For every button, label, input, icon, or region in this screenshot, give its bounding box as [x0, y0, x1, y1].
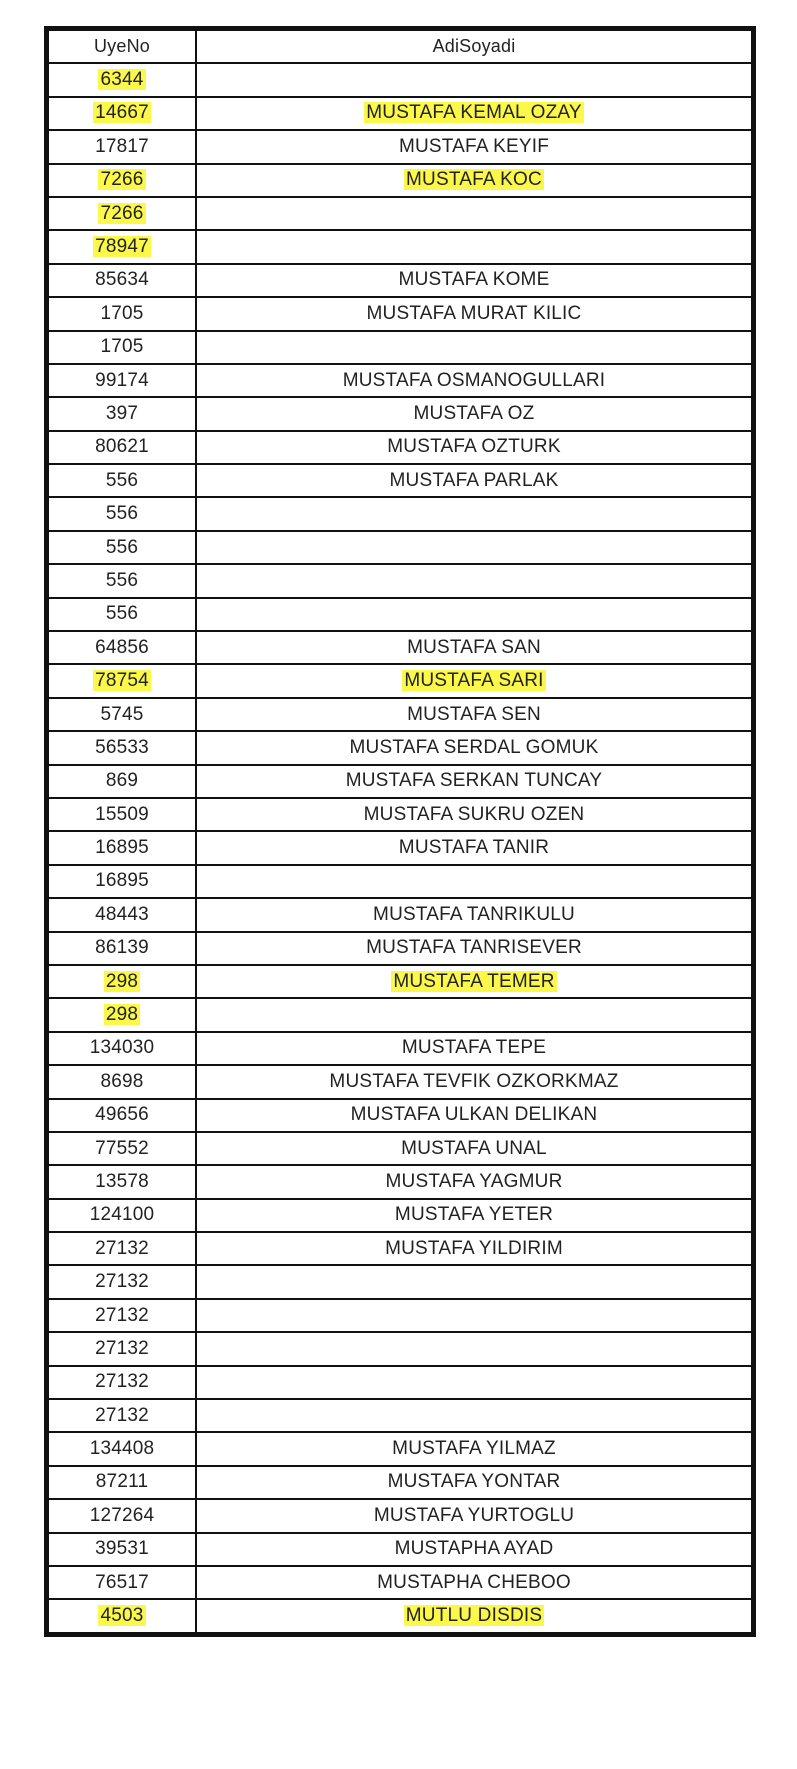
uyeno-value: 85634	[95, 269, 149, 291]
cell-uyeno	[48, 765, 196, 798]
cell-uyeno	[48, 230, 196, 263]
adisoyadi-value: MUSTAFA SUKRU OZEN	[363, 803, 585, 825]
cell-adisoyadi	[196, 297, 752, 330]
cell-uyeno	[48, 497, 196, 530]
cell-adisoyadi	[196, 130, 752, 163]
cell-uyeno	[48, 264, 196, 297]
cell-adisoyadi	[196, 63, 752, 96]
cell-adisoyadi	[196, 564, 752, 597]
uyeno-value: 7266	[100, 202, 144, 224]
cell-uyeno	[48, 698, 196, 731]
cell-adisoyadi	[196, 1199, 752, 1232]
cell-adisoyadi	[196, 397, 752, 430]
table-row	[48, 1432, 752, 1465]
uyeno-value: 99174	[95, 369, 149, 391]
cell-uyeno	[48, 130, 196, 163]
cell-adisoyadi	[196, 1366, 752, 1399]
cell-adisoyadi	[196, 798, 752, 831]
adisoyadi-value: MUTLU DISDIS	[405, 1605, 543, 1627]
cell-uyeno	[48, 1399, 196, 1432]
cell-adisoyadi	[196, 1265, 752, 1298]
cell-adisoyadi	[196, 698, 752, 731]
uyeno-value: 556	[105, 503, 139, 525]
adisoyadi-value: MUSTAFA TANRISEVER	[366, 937, 582, 959]
uyeno-value: 86139	[95, 937, 149, 959]
uyeno-value: 1705	[100, 336, 144, 358]
adisoyadi-value: MUSTAFA OZ	[413, 402, 535, 424]
cell-adisoyadi	[196, 631, 752, 664]
cell-adisoyadi	[196, 1299, 752, 1332]
table-row	[48, 531, 752, 564]
cell-adisoyadi	[196, 531, 752, 564]
column-header-uyeno: UyeNo	[48, 30, 196, 63]
cell-uyeno	[48, 1432, 196, 1465]
table-row	[48, 798, 752, 831]
cell-uyeno	[48, 464, 196, 497]
uyeno-value: 298	[105, 970, 139, 992]
table-row	[48, 1332, 752, 1365]
uyeno-value: 397	[105, 402, 139, 424]
adisoyadi-value: MUSTAFA SERDAL GOMUK	[349, 736, 599, 758]
cell-uyeno	[48, 998, 196, 1031]
cell-uyeno	[48, 1232, 196, 1265]
adisoyadi-value: MUSTAFA TEPE	[401, 1037, 547, 1059]
cell-adisoyadi	[196, 464, 752, 497]
cell-uyeno	[48, 798, 196, 831]
cell-uyeno	[48, 1366, 196, 1399]
uyeno-value: 27132	[95, 1237, 149, 1259]
uyeno-value: 7266	[100, 169, 144, 191]
table-row	[48, 1065, 752, 1098]
table-row	[48, 1099, 752, 1132]
cell-uyeno	[48, 97, 196, 130]
table-row	[48, 331, 752, 364]
uyeno-value: 556	[105, 536, 139, 558]
uyeno-value: 13578	[95, 1170, 149, 1192]
member-table-sheet	[44, 26, 756, 1637]
cell-uyeno	[48, 531, 196, 564]
cell-uyeno	[48, 1165, 196, 1198]
adisoyadi-value: MUSTAFA UNAL	[401, 1137, 547, 1159]
adisoyadi-value: MUSTAFA YURTOGLU	[373, 1504, 575, 1526]
adisoyadi-value: MUSTAFA KOC	[406, 169, 542, 191]
cell-uyeno	[48, 1065, 196, 1098]
cell-adisoyadi	[196, 1533, 752, 1566]
uyeno-value: 27132	[95, 1404, 149, 1426]
uyeno-value: 134408	[89, 1438, 155, 1460]
cell-adisoyadi	[196, 831, 752, 864]
cell-adisoyadi	[196, 932, 752, 965]
cell-adisoyadi	[196, 264, 752, 297]
cell-uyeno	[48, 1332, 196, 1365]
cell-adisoyadi	[196, 1099, 752, 1132]
table-row	[48, 1566, 752, 1599]
cell-adisoyadi	[196, 1432, 752, 1465]
table-row	[48, 364, 752, 397]
table-row	[48, 731, 752, 764]
cell-uyeno	[48, 1099, 196, 1132]
cell-uyeno	[48, 1499, 196, 1532]
cell-uyeno	[48, 1566, 196, 1599]
uyeno-value: 27132	[95, 1304, 149, 1326]
table-row	[48, 1533, 752, 1566]
adisoyadi-value: MUSTAFA OSMANOGULLARI	[342, 369, 606, 391]
member-table	[47, 29, 753, 1634]
table-row	[48, 1366, 752, 1399]
cell-uyeno	[48, 1533, 196, 1566]
uyeno-value: 16895	[95, 870, 149, 892]
cell-uyeno	[48, 965, 196, 998]
cell-uyeno	[48, 1032, 196, 1065]
table-row	[48, 1265, 752, 1298]
cell-adisoyadi	[196, 497, 752, 530]
table-row	[48, 1499, 752, 1532]
adisoyadi-value: MUSTAFA YETER	[394, 1204, 554, 1226]
table-row	[48, 765, 752, 798]
uyeno-value: 78947	[95, 236, 149, 258]
table-row	[48, 898, 752, 931]
uyeno-value: 869	[105, 770, 139, 792]
cell-uyeno	[48, 564, 196, 597]
uyeno-value: 298	[105, 1004, 139, 1026]
table-row	[48, 397, 752, 430]
uyeno-value: 87211	[95, 1471, 149, 1493]
cell-adisoyadi	[196, 1132, 752, 1165]
table-row	[48, 164, 752, 197]
cell-adisoyadi	[196, 97, 752, 130]
uyeno-value: 80621	[95, 436, 149, 458]
cell-uyeno	[48, 397, 196, 430]
uyeno-value: 6344	[100, 69, 144, 91]
cell-adisoyadi	[196, 865, 752, 898]
uyeno-value: 8698	[100, 1070, 144, 1092]
cell-uyeno	[48, 631, 196, 664]
uyeno-value: 556	[105, 603, 139, 625]
adisoyadi-value: MUSTAFA KOME	[398, 269, 550, 291]
adisoyadi-value: MUSTAFA OZTURK	[387, 436, 561, 458]
table-row	[48, 965, 752, 998]
cell-adisoyadi	[196, 164, 752, 197]
table-row	[48, 1299, 752, 1332]
uyeno-value: 17817	[95, 135, 149, 157]
uyeno-value: 27132	[95, 1371, 149, 1393]
cell-uyeno	[48, 865, 196, 898]
table-row	[48, 598, 752, 631]
table-header-row	[48, 30, 752, 63]
cell-adisoyadi	[196, 898, 752, 931]
cell-adisoyadi	[196, 1332, 752, 1365]
cell-uyeno	[48, 731, 196, 764]
uyeno-value: 5745	[100, 703, 144, 725]
cell-uyeno	[48, 297, 196, 330]
adisoyadi-value: MUSTAFA KEYIF	[398, 135, 550, 157]
table-row	[48, 932, 752, 965]
cell-uyeno	[48, 932, 196, 965]
uyeno-value: 78754	[95, 670, 149, 692]
cell-uyeno	[48, 197, 196, 230]
adisoyadi-value: MUSTAFA KEMAL OZAY	[366, 102, 582, 124]
adisoyadi-value: MUSTAFA SAN	[407, 636, 541, 658]
cell-adisoyadi	[196, 1499, 752, 1532]
uyeno-value: 1705	[100, 302, 144, 324]
adisoyadi-value: MUSTAFA YONTAR	[387, 1471, 561, 1493]
adisoyadi-value: MUSTAPHA CHEBOO	[377, 1571, 571, 1593]
cell-adisoyadi	[196, 1232, 752, 1265]
uyeno-value: 14667	[95, 102, 149, 124]
cell-adisoyadi	[196, 1599, 752, 1632]
cell-uyeno	[48, 164, 196, 197]
uyeno-value: 77552	[95, 1137, 149, 1159]
adisoyadi-value: MUSTAFA YILMAZ	[392, 1438, 556, 1460]
table-row	[48, 497, 752, 530]
table-row	[48, 865, 752, 898]
cell-uyeno	[48, 331, 196, 364]
uyeno-value: 556	[105, 469, 139, 491]
cell-adisoyadi	[196, 431, 752, 464]
adisoyadi-value: MUSTAFA SERKAN TUNCAY	[345, 770, 603, 792]
adisoyadi-value: MUSTAFA SEN	[407, 703, 541, 725]
table-row	[48, 831, 752, 864]
cell-adisoyadi	[196, 230, 752, 263]
cell-uyeno	[48, 898, 196, 931]
table-row	[48, 564, 752, 597]
adisoyadi-value: MUSTAFA TANRIKULU	[373, 903, 575, 925]
cell-adisoyadi	[196, 1065, 752, 1098]
uyeno-value: 64856	[95, 636, 149, 658]
table-row	[48, 431, 752, 464]
table-row	[48, 1165, 752, 1198]
table-row	[48, 230, 752, 263]
uyeno-value: 76517	[95, 1571, 149, 1593]
uyeno-value: 49656	[95, 1104, 149, 1126]
uyeno-value: 16895	[95, 837, 149, 859]
cell-adisoyadi	[196, 197, 752, 230]
table-row	[48, 1199, 752, 1232]
cell-adisoyadi	[196, 1399, 752, 1432]
adisoyadi-value: MUSTAFA MURAT KILIC	[366, 302, 582, 324]
cell-adisoyadi	[196, 1466, 752, 1499]
table-row	[48, 197, 752, 230]
table-body	[48, 63, 752, 1632]
cell-adisoyadi	[196, 664, 752, 697]
uyeno-value: 39531	[95, 1538, 149, 1560]
cell-uyeno	[48, 431, 196, 464]
cell-uyeno	[48, 664, 196, 697]
cell-uyeno	[48, 1199, 196, 1232]
table-row	[48, 130, 752, 163]
uyeno-value: 124100	[89, 1204, 155, 1226]
cell-adisoyadi	[196, 598, 752, 631]
cell-adisoyadi	[196, 1032, 752, 1065]
adisoyadi-value: MUSTAFA PARLAK	[389, 469, 559, 491]
cell-adisoyadi	[196, 364, 752, 397]
adisoyadi-value: MUSTAFA ULKAN DELIKAN	[350, 1104, 598, 1126]
cell-adisoyadi	[196, 998, 752, 1031]
table-row	[48, 1466, 752, 1499]
cell-adisoyadi	[196, 1566, 752, 1599]
uyeno-value: 556	[105, 569, 139, 591]
cell-uyeno	[48, 1466, 196, 1499]
table-row	[48, 1032, 752, 1065]
table-row	[48, 1599, 752, 1632]
table-row	[48, 97, 752, 130]
cell-uyeno	[48, 831, 196, 864]
cell-uyeno	[48, 1132, 196, 1165]
cell-uyeno	[48, 364, 196, 397]
uyeno-value: 4503	[100, 1605, 144, 1627]
cell-uyeno	[48, 1599, 196, 1632]
table-row	[48, 1399, 752, 1432]
table-row	[48, 1132, 752, 1165]
table-row	[48, 1232, 752, 1265]
adisoyadi-value: MUSTAFA TANIR	[398, 837, 550, 859]
cell-uyeno	[48, 1299, 196, 1332]
table-row	[48, 63, 752, 96]
uyeno-value: 27132	[95, 1271, 149, 1293]
adisoyadi-value: MUSTAFA TEMER	[393, 970, 555, 992]
adisoyadi-value: MUSTAFA YILDIRIM	[385, 1237, 563, 1259]
adisoyadi-value: MUSTAFA SARI	[404, 670, 544, 692]
uyeno-value: 134030	[89, 1037, 155, 1059]
adisoyadi-value: MUSTAFA YAGMUR	[385, 1170, 563, 1192]
adisoyadi-value: MUSTAFA TEVFIK OZKORKMAZ	[329, 1070, 619, 1092]
cell-adisoyadi	[196, 731, 752, 764]
cell-adisoyadi	[196, 965, 752, 998]
cell-uyeno	[48, 1265, 196, 1298]
table-row	[48, 998, 752, 1031]
table-row	[48, 464, 752, 497]
uyeno-value: 27132	[95, 1337, 149, 1359]
cell-uyeno	[48, 598, 196, 631]
cell-adisoyadi	[196, 1165, 752, 1198]
table-row	[48, 297, 752, 330]
table-row	[48, 698, 752, 731]
uyeno-value: 15509	[95, 803, 149, 825]
column-header-adisoyadi: AdiSoyadi	[196, 30, 752, 63]
uyeno-value: 56533	[95, 736, 149, 758]
uyeno-value: 48443	[95, 903, 149, 925]
table-row	[48, 631, 752, 664]
table-row	[48, 264, 752, 297]
table-row	[48, 664, 752, 697]
uyeno-value: 127264	[89, 1504, 155, 1526]
cell-adisoyadi	[196, 331, 752, 364]
cell-uyeno	[48, 63, 196, 96]
cell-adisoyadi	[196, 765, 752, 798]
adisoyadi-value: MUSTAPHA AYAD	[394, 1538, 554, 1560]
